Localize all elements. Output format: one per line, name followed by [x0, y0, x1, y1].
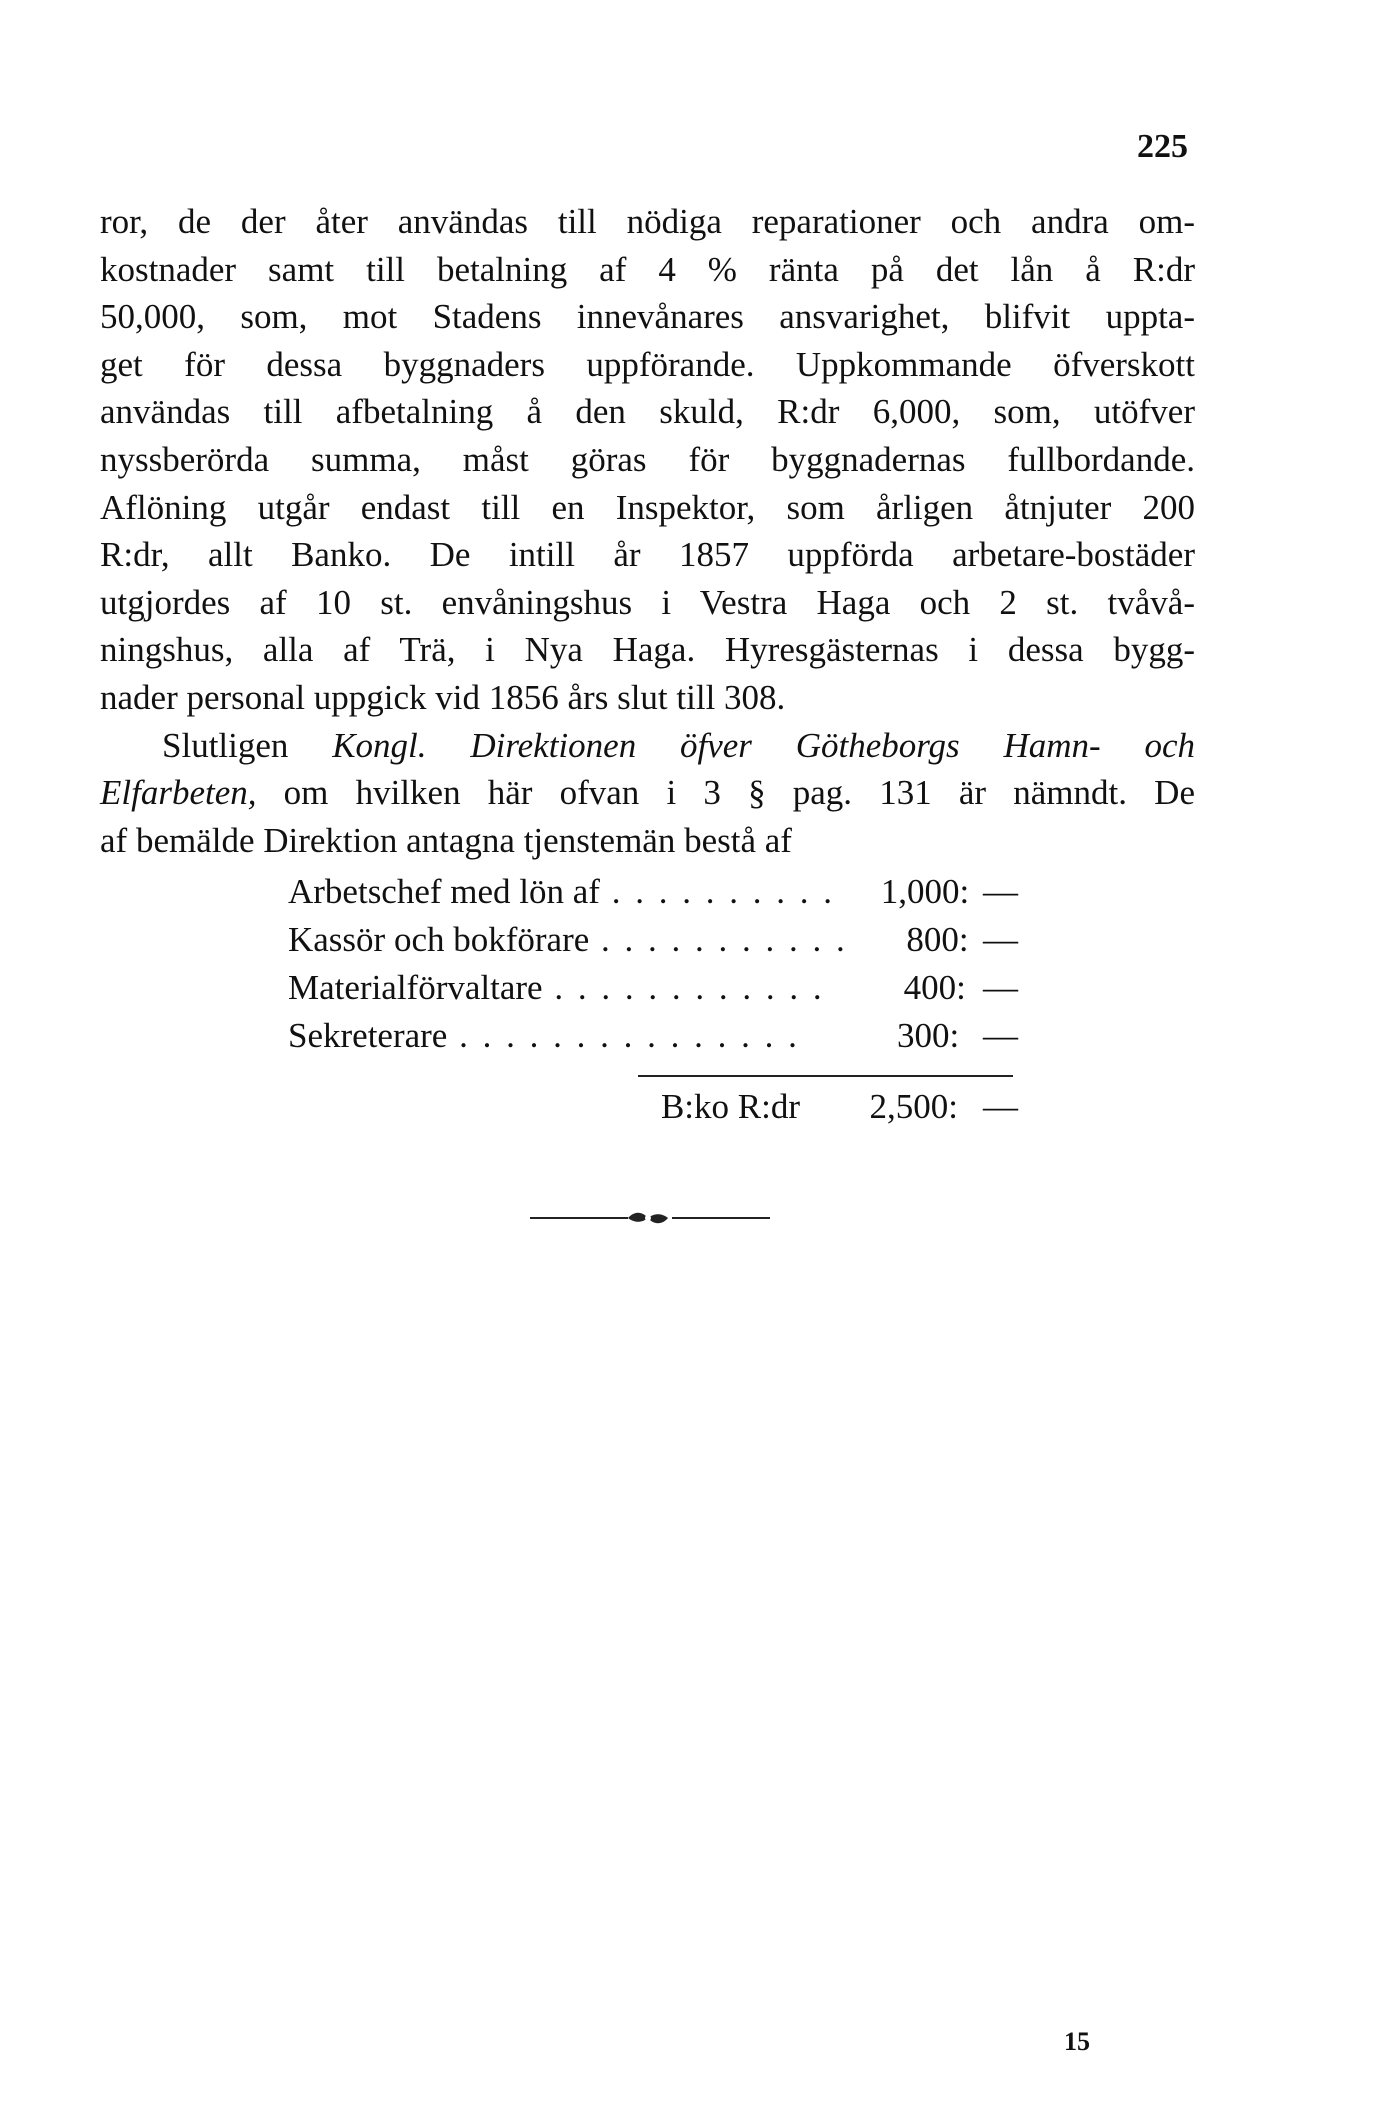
paragraph-line: [100, 722, 1195, 770]
text-line: utgjordes af 10 st. envåningshus i Vestra Haga och 2 st. tvåvå-: [100, 582, 1195, 622]
total-amount: 2,500:: [869, 1087, 958, 1126]
staff-title: Materialförvaltare . . .: [288, 968, 836, 1008]
ornamental-rule-icon: [530, 1208, 770, 1228]
total-label: B:ko R:dr: [660, 1087, 800, 1126]
staff-title: Kassör och bokförare . . .: [288, 920, 845, 960]
staff-dash: —: [983, 872, 1018, 911]
staff-amount: 400:: [903, 968, 966, 1007]
staff-table: [288, 868, 1018, 1060]
signature-mark: 15: [1064, 2027, 1090, 2056]
text-line: användas till afbetalning å den skuld, R:dr 6,000, som, utöfver: [100, 392, 1195, 432]
text-line: R:dr, allt Banko. De intill år 1857 uppförda arbetare-bostäder: [100, 535, 1195, 575]
staff-dash: —: [983, 1016, 1018, 1055]
text-line: get för dessa byggnaders uppförande. Uppkommande öfverskott: [100, 344, 1195, 384]
staff-amount: 800:: [906, 920, 969, 959]
staff-title: Sekreterare . . .: [288, 1016, 812, 1056]
total-dash: —: [983, 1087, 1018, 1126]
text-line: ror, de der åter användas till nödiga reparationer och andra om-: [100, 202, 1195, 241]
text-run: om hvilken här ofvan i 3 § pag. 131 är nämndt. De: [256, 773, 1195, 813]
staff-amount: 300:: [897, 1016, 960, 1055]
total-rule: [638, 1075, 1013, 1077]
staff-amount: 1,000:: [880, 872, 970, 911]
italic-title: Kongl. Direktionen öfver Götheborgs Hamn- och: [332, 725, 1196, 765]
page-number: 225: [1137, 128, 1188, 165]
text-line: 50,000, som, mot Stadens innevånares ansvarighet, blifvit uppta-: [100, 297, 1195, 337]
staff-row: [288, 964, 1018, 1012]
total-row: [600, 1087, 1018, 1127]
staff-row: [288, 916, 1018, 964]
staff-dash: —: [982, 920, 1018, 959]
text-run: Slutligen: [162, 725, 333, 765]
staff-dash: —: [983, 968, 1018, 1007]
paragraph-line: [100, 769, 1195, 817]
paragraph-line: af bemälde Direktion antagna tjenstemän bestå af: [100, 820, 792, 860]
italic-title: Elfarbeten,: [100, 773, 257, 813]
text-line: kostnader samt till betalning af 4 % ränta på det lån å R:dr: [100, 249, 1195, 289]
text-line: nyssberörda summa, måst göras för byggnadernas fullbordande.: [100, 439, 1195, 479]
staff-row: [288, 1012, 1018, 1060]
text-line: ningshus, alla af Trä, i Nya Haga. Hyresgästernas i dessa bygg-: [100, 630, 1195, 670]
staff-row: [288, 868, 1018, 916]
body-text: [100, 198, 1195, 864]
text-line: Aflöning utgår endast till en Inspektor, som årligen åtnjuter 200: [100, 487, 1195, 527]
text-line: nader personal uppgick vid 1856 års slut till 308.: [100, 677, 786, 717]
staff-title: Arbetschef med lön af . . .: [288, 872, 847, 912]
